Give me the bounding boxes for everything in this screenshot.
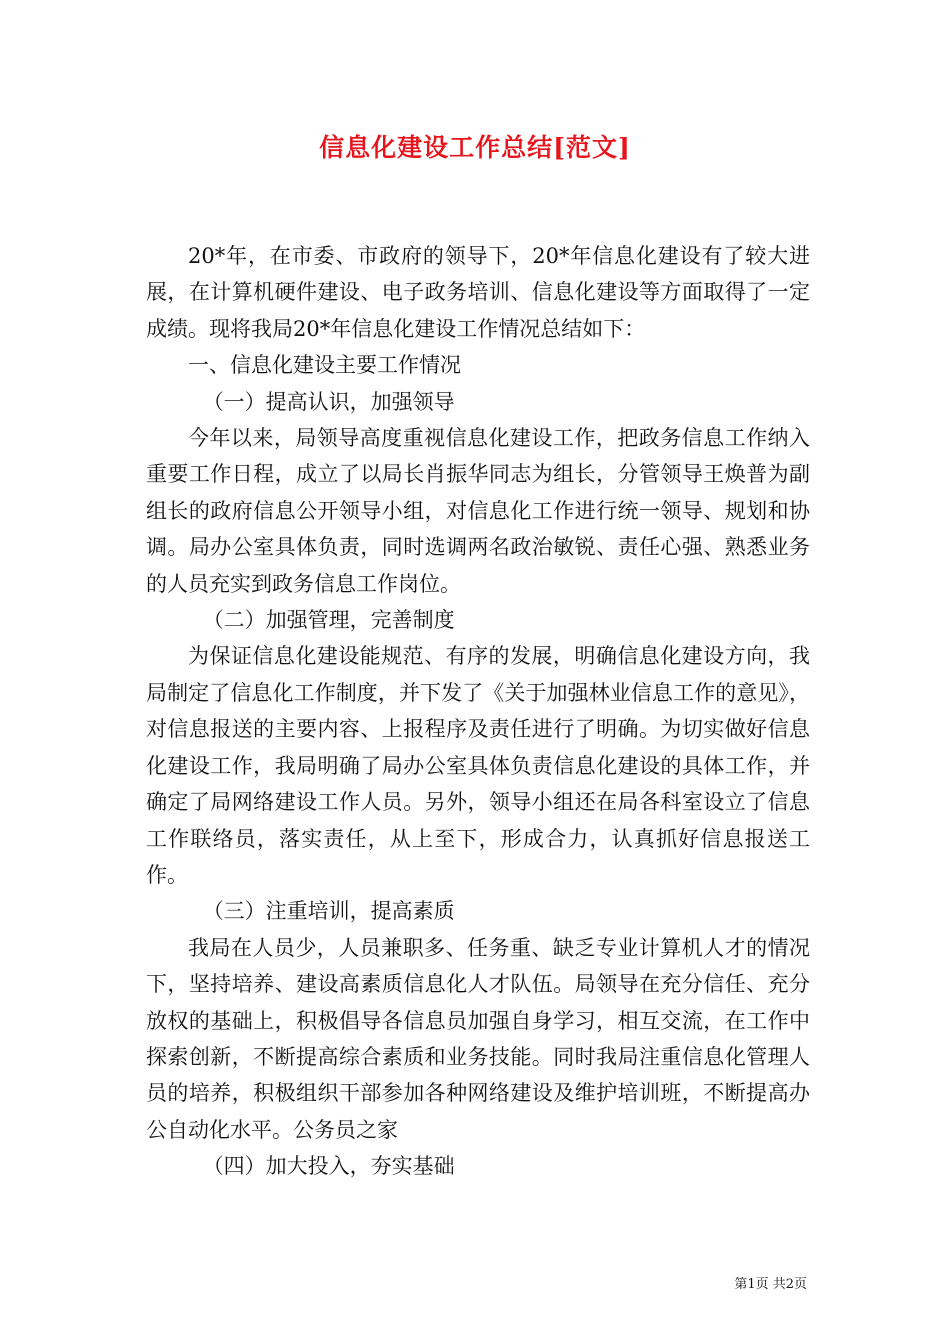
body-paragraph-3: 我局在人员少，人员兼职多、任务重、缺乏专业计算机人才的情况下，坚持培养、建设高素质信息化人才队伍。局领导在充分信任、充分放权的基础上，积极倡导各信息员加强自身学习，相互交流，在工作中探索创新，不断提高综合素质和业务技能。同时我局注重信息化管理人员的培养，积极组织干部参加各种网络建设及维护培训班，不断提高办公自动化水平。公务员之家 (146, 935, 810, 1142)
subsection-heading-3: （三）注重培训，提高素质 (202, 899, 455, 924)
section-heading-1: 一、信息化建设主要工作情况 (188, 353, 461, 378)
document-title: 信息化建设工作总结[范文] (319, 133, 631, 162)
document-body (146, 238, 810, 1185)
subsection-heading-1: （一）提高认识，加强领导 (202, 389, 455, 414)
intro-paragraph: 20*年，在市委、市政府的领导下，20*年信息化建设有了较大进展，在计算机硬件建设、电子政务培训、信息化建设等方面取得了一定成绩。现将我局20*年信息化建设工作情况总结如下： (146, 244, 810, 341)
body-paragraph-1: 今年以来，局领导高度重视信息化建设工作，把政务信息工作纳入重要工作日程，成立了以局长肖振华同志为组长，分管领导王焕普为副组长的政府信息公开领导小组，对信息化工作进行统一领导、规划和协调。局办公室具体负责，同时选调两名政治敏锐、责任心强、熟悉业务的人员充实到政务信息工作岗位。 (146, 426, 810, 596)
subsection-heading-4: （四）加大投入，夯实基础 (202, 1154, 455, 1179)
body-paragraph-2: 为保证信息化建设能规范、有序的发展，明确信息化建设方向，我局制定了信息化工作制度，并下发了《关于加强林业信息工作的意见》，对信息报送的主要内容、上报程序及责任进行了明确。为切实做好信息化建设工作，我局明确了局办公室具体负责信息化建设的具体工作，并确定了局网络建设工作人员。另外，领导小组还在局各科室设立了信息工作联络员，落实责任，从上至下，形成合力，认真抓好信息报送工作。 (146, 644, 810, 887)
page-number: 第1页 共2页 (734, 1277, 807, 1292)
subsection-heading-2: （二）加强管理，完善制度 (202, 608, 455, 633)
